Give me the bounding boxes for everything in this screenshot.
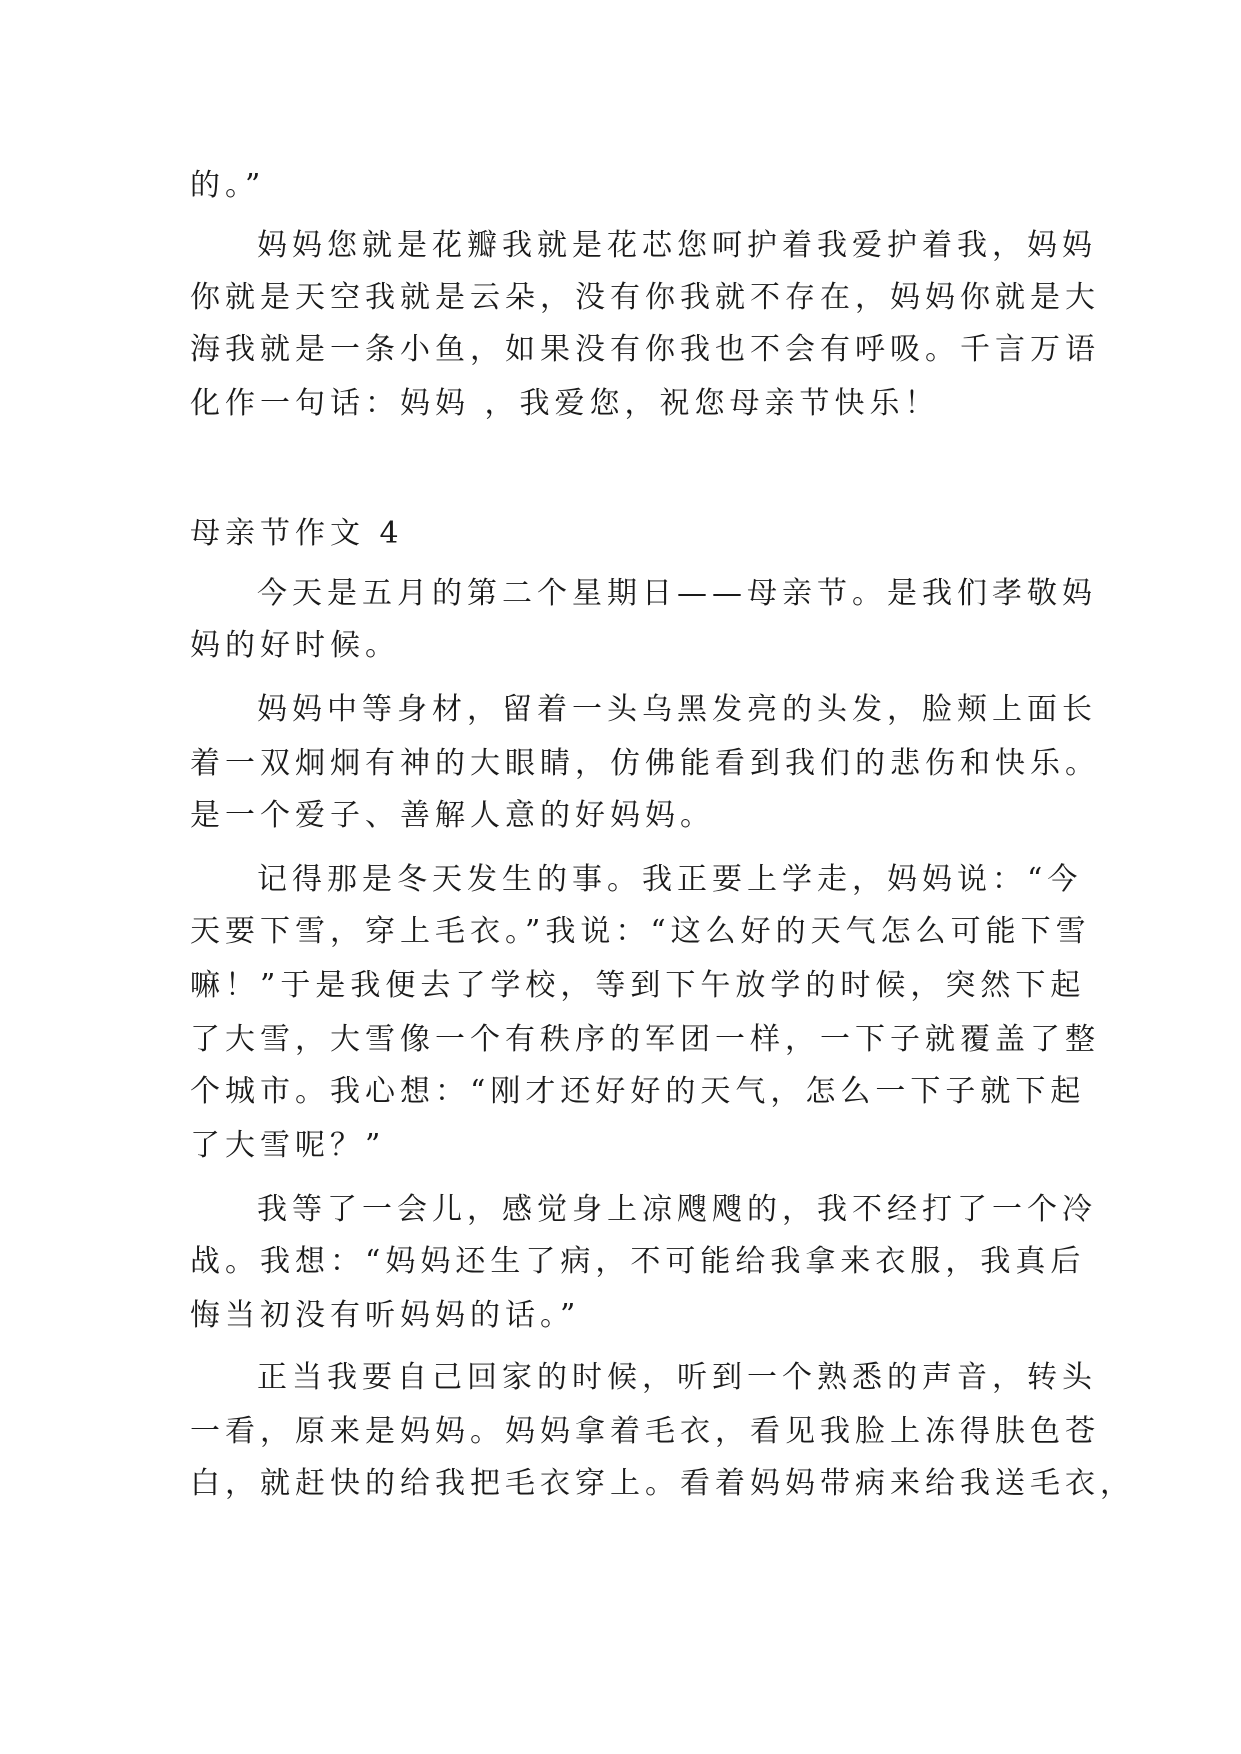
text-line: 海我就是一条小鱼，如果没有你我也不会有呼吸。千言万语 [190,332,1100,367]
text-line: 战。我想：“妈妈还生了病，不可能给我拿来衣服，我真后 [190,1244,1086,1279]
text-line: 嘛！”于是我便去了学校，等到下午放学的时候，突然下起 [190,968,1086,1003]
text-line: 你就是天空我就是云朵，没有你我就不存在，妈妈你就是大 [190,280,1100,315]
text-line: 妈妈中等身材，留着一头乌黑发亮的头发，脸颊上面长 [257,692,1097,727]
text-line: 个城市。我心想：“刚才还好好的天气，怎么一下子就下起 [190,1074,1086,1109]
text-line: 妈的好时候。 [190,628,400,663]
text-line: 白，就赶快的给我把毛衣穿上。看着妈妈带病来给我送毛衣， [190,1466,1135,1501]
text-line: 了大雪，大雪像一个有秩序的军团一样，一下子就覆盖了整 [190,1022,1100,1057]
text-line: 化作一句话：妈妈 ，我爱您，祝您母亲节快乐！ [190,386,940,421]
section-heading: 母亲节作文 4 [190,516,404,551]
text-line: 我等了一会儿，感觉身上凉飕飕的，我不经打了一个冷 [257,1192,1097,1227]
text-line: 天要下雪，穿上毛衣。”我说：“这么好的天气怎么可能下雪 [190,914,1091,949]
text-line: 今天是五月的第二个星期日——母亲节。是我们孝敬妈 [257,576,1097,611]
text-line: 一看，原来是妈妈。妈妈拿着毛衣，看见我脸上冻得肤色苍 [190,1414,1100,1449]
text-line: 着一双炯炯有神的大眼睛，仿佛能看到我们的悲伤和快乐。 [190,746,1100,781]
text-line: 悔当初没有听妈妈的话。” [190,1298,581,1333]
text-line: 是一个爱子、善解人意的好妈妈。 [190,798,715,833]
text-line: 了大雪呢？” [190,1128,386,1163]
text-line: 记得那是冬天发生的事。我正要上学走，妈妈说：“今 [257,862,1083,897]
text-line: 正当我要自己回家的时候，听到一个熟悉的声音，转头 [257,1360,1097,1395]
text-line: 的。” [190,168,266,203]
text-line: 妈妈您就是花瓣我就是花芯您呵护着我爱护着我，妈妈 [257,228,1097,263]
